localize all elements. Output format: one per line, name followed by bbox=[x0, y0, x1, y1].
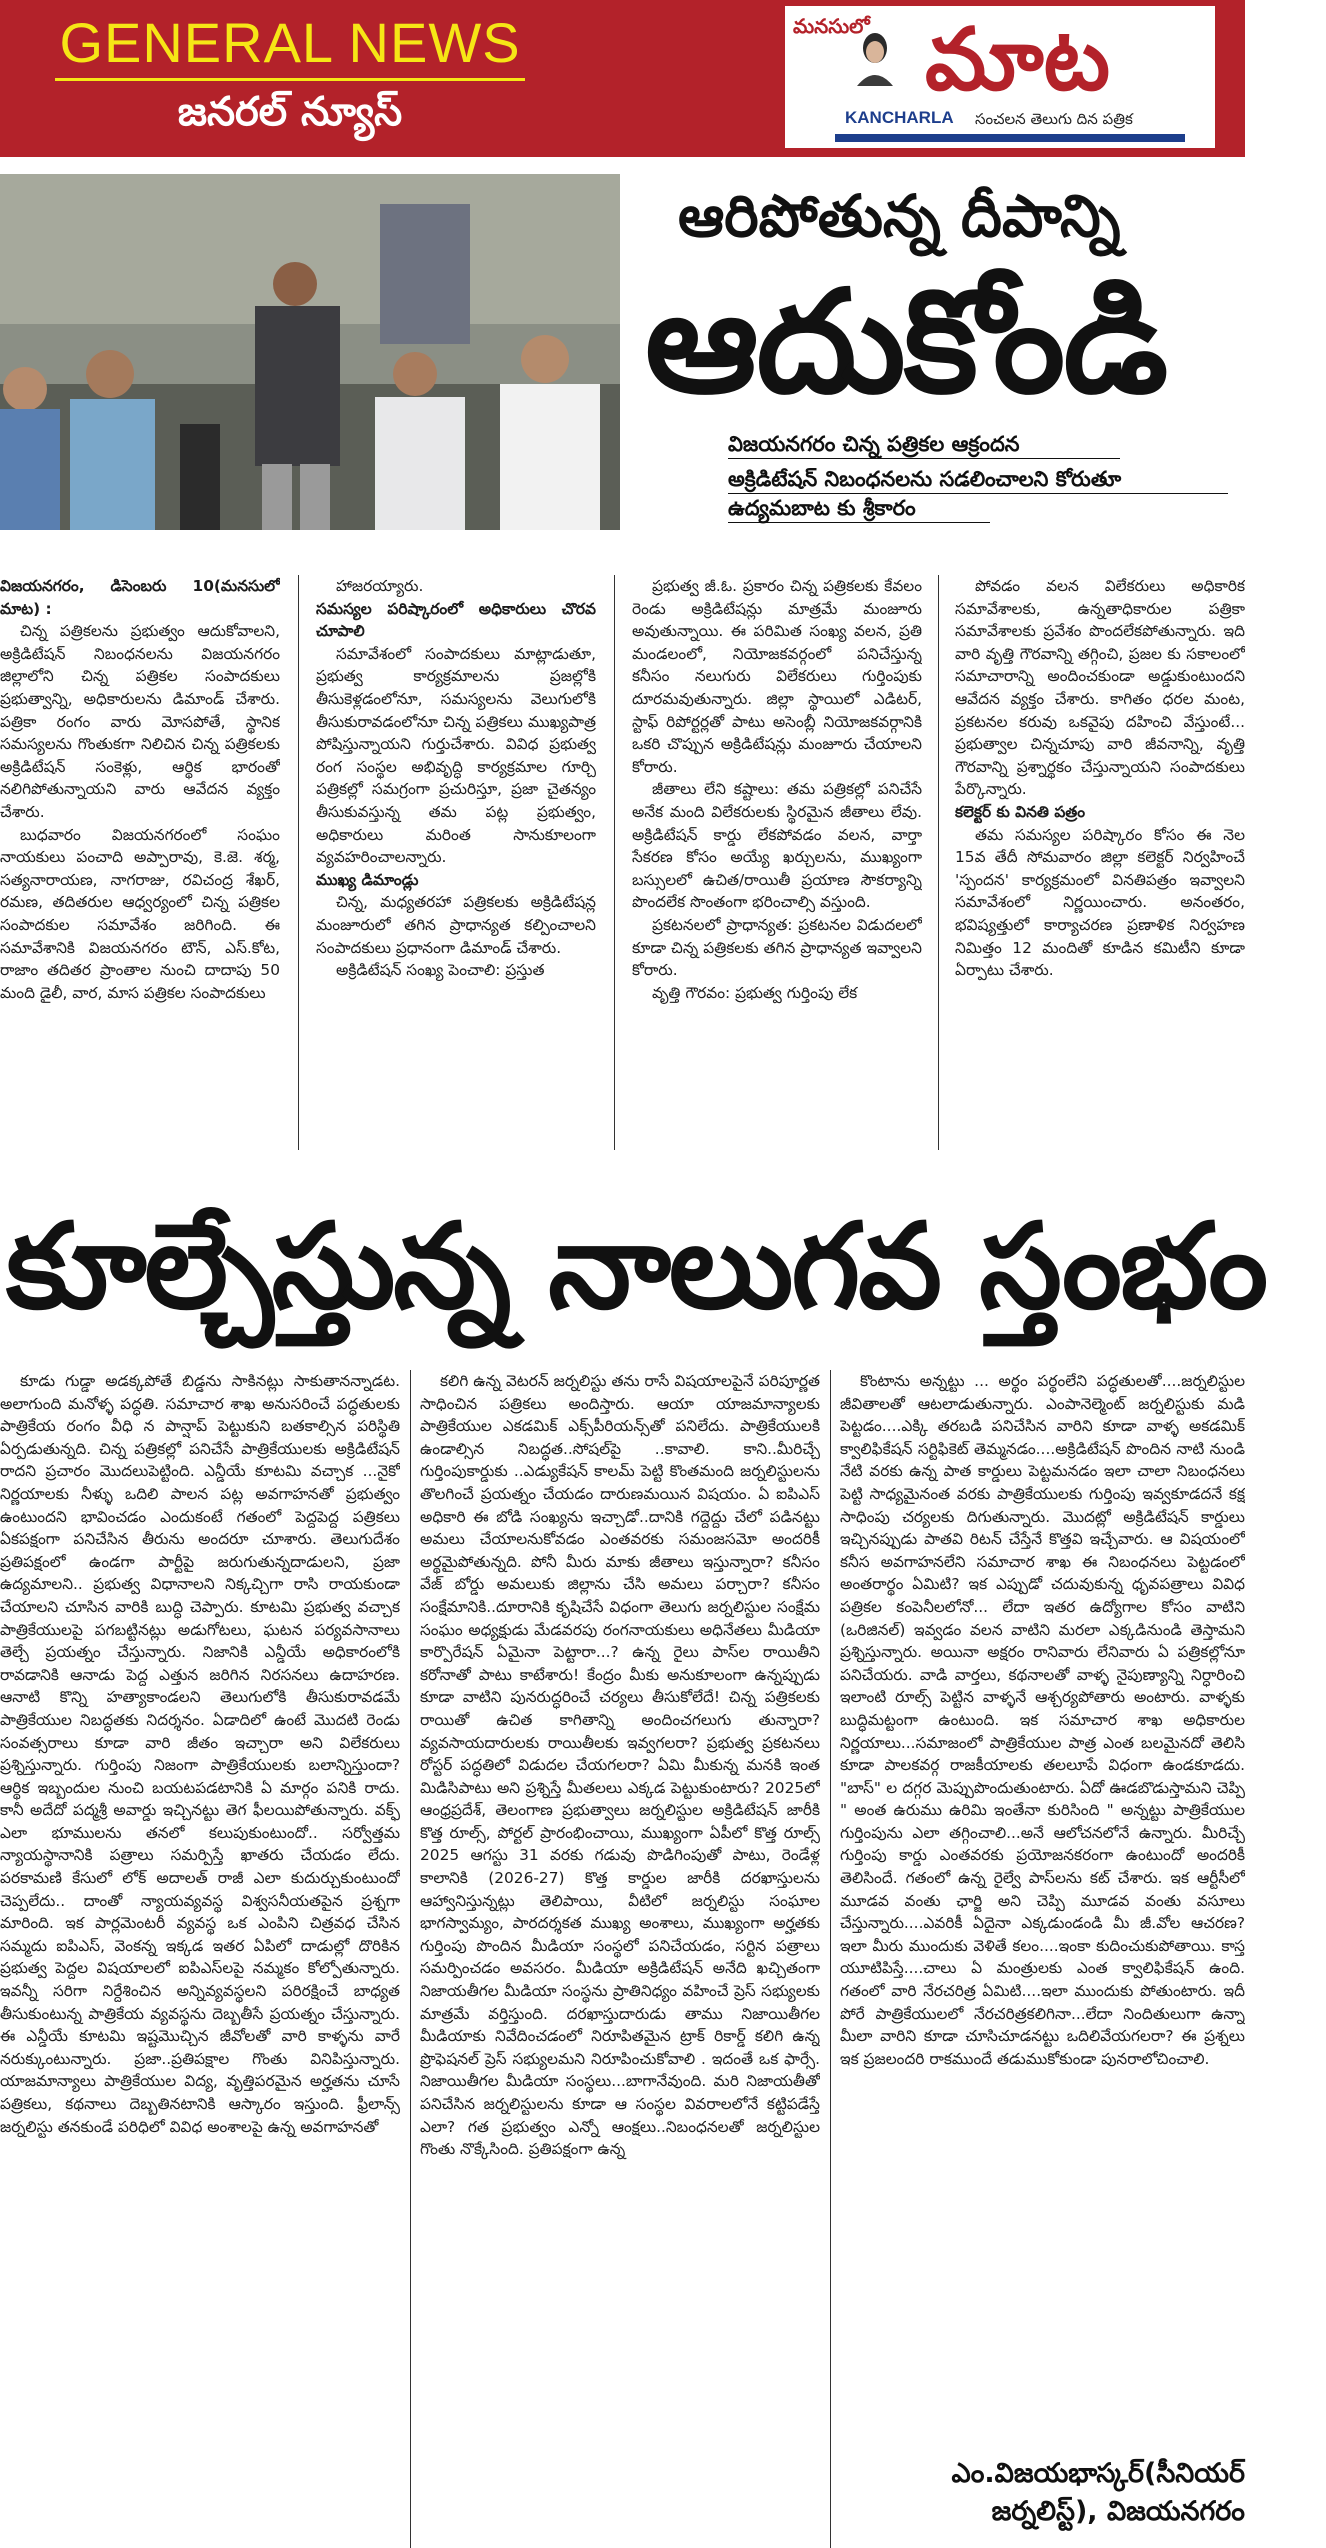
column-divider bbox=[614, 575, 615, 1150]
byline-name: ఎం.విజయభాస్కర్(సీనియర్ bbox=[951, 2458, 1245, 2489]
banner-divider bbox=[55, 78, 525, 81]
story2-column-2 bbox=[420, 1370, 820, 2548]
story1-paragraph: ప్రభుత్వ జీ.ఓ. ప్రకారం చిన్న పత్రికలకు కేవలం రెండు అక్రిడిటేషన్లు మాత్రమే మంజూరు అవుతున్నాయి. ఈ పరిమిత సంఖ్య వలన, ప్రతి మండలంలో, నియోజకవర్గంలో పనిచేస్తున్న కనీసం నలుగురు విలేకరులు గుర్తింపుకు దూరమవుతున్నారు. జిల్లా స్థాయిలో ఎడిటర్, స్టాఫ్ రిపోర్టర్లతో పాటు అసెంబ్లీ నియోజకవర్గానికి ఒకరి చొప్పున అక్రిడిటేషన్లు మంజూరు చేయాలని కోరారు. bbox=[632, 577, 922, 776]
story1-subheading: కలెక్టర్ కు వినతి పత్రం bbox=[955, 802, 1086, 821]
story1-column-1 bbox=[0, 575, 280, 1155]
story1-subheading: ముఖ్య డిమాండ్లు bbox=[316, 870, 419, 889]
story1-paragraph: బుధవారం విజయనగరంలో సంఘం నాయకులు పంచాది అప్పారావు, కె.జె. శర్మ, సత్యనారాయణ, నాగరాజు, రవిచంద్ర శేఖర్, రమణ, తదితరుల ఆధ్వర్యంలో చిన్న పత్రికల సంపాదకుల సమావేశం జరిగింది. ఈ సమావేశానికి విజయనగరం టౌన్, ఎస్.కోట, రాజాం తదితర ప్రాంతాల నుంచి దాదాపు 50 మంది డైలీ, వార, మాస పత్రికల సంపాదకులు bbox=[0, 825, 280, 1002]
column-divider bbox=[298, 575, 299, 1150]
story2-headline: కూల్చేస్తున్న నాలుగవ స్తంభం bbox=[6, 1197, 1267, 1335]
story1-body bbox=[0, 575, 1248, 1155]
newspaper-logo bbox=[785, 6, 1215, 148]
founder-portrait-icon bbox=[853, 30, 897, 86]
story1-dateline: విజయనగరం, డిసెంబరు 10(మనసులో మాట) : bbox=[0, 577, 280, 618]
story1-subheading: సమస్యల పరిష్కారంలో అధికారులు చొరవ చూపాలి bbox=[316, 599, 596, 641]
meeting-photo-illustration bbox=[0, 174, 620, 530]
story1-paragraph: హాజరయ్యారు. bbox=[336, 577, 424, 595]
column-divider bbox=[830, 1370, 831, 2548]
story2-column-1 bbox=[0, 1370, 400, 2548]
logo-underline-strip bbox=[835, 134, 1185, 142]
section-banner bbox=[40, 10, 540, 137]
story1-column-4 bbox=[955, 575, 1245, 1155]
story1-paragraph: సమావేశంలో సంపాదకులు మాట్లాడుతూ, ప్రభుత్వ కార్యక్రమాలను ప్రజల్లోకి తీసుకెళ్లడంలోనూ, సమస్యలను వెలుగులోకి తీసుకురావడంలోనూ చిన్న పత్రికలు ముఖ్యపాత్ర పోషిస్తున్నాయని గుర్తుచేశారు. వివిధ ప్రభుత్వ రంగ సంస్థల అభివృద్ధి కార్యక్రమాల గూర్చి పత్రికల్లో సమగ్రంగా ప్రచురిస్తూ, ప్రజా చైతన్యం తీసుకువస్తున్న తమ పట్ల ప్రభుత్వం, అధికారులు మరింత సానుకూలంగా వ్యవహరించాలన్నారు. bbox=[316, 644, 596, 867]
meeting-photo bbox=[0, 174, 620, 530]
story1-column-2 bbox=[316, 575, 596, 1155]
story1-paragraph: జీతాలు లేని కష్టాలు: తమ పత్రికల్లో పనిచేసే అనేక మంది విలేకరులకు స్థిరమైన జీతాలు లేవు. అక్రిడిటేషన్ కార్డు లేకపోవడం వలన, వార్తా సేకరణ కోసం అయ్యే ఖర్చులను, ముఖ్యంగా బస్సులలో ఉచిత/రాయితీ ప్రయాణ సౌకర్యాన్ని పొందలేక సొంతంగా భరించాల్సి వస్తుంది. bbox=[632, 780, 922, 912]
story1-paragraph: చిన్న, మధ్యతరహా పత్రికలకు అక్రిడిటేషన్ల మంజూరులో తగిన ప్రాధాన్యత కల్పించాలని సంపాదకులు ప్రధానంగా డిమాండ్ చేశారు. bbox=[316, 893, 596, 957]
section-title-en: GENERAL NEWS bbox=[59, 11, 521, 74]
column-divider bbox=[938, 575, 939, 1150]
story2-paragraph: కలిగి ఉన్న వెటరన్ జర్నలిస్టు తను రాసే విషయాలపైనే పరిపూర్ణత సాధించిన పత్రికలు అందిస్తారు. ఆయా యాజమాన్యాలకు పాత్రికేయుల ఎకడమిక్ ఎక్స్‌పీరియన్స్‌తో పనిలేదు. పాత్రికేయులకి ఉండాల్సిన నిబద్ధత..సోషల్‌పై ..కావాలి. కాని..మీరిచ్చే గుర్తింపుకార్డుకు ..ఎడ్యుకేషన్ కాలమ్ పెట్టి కొంతమంది జర్నలిస్టులను తొలగించే ప్రయత్నం చేయడం దారుణమయిన విషయం. ఏ ఐపిఎస్ అధికారి ఈ బోడి సంఖ్యను ఇచ్చాడో..దానికి గద్దెద్దు చేలో పడినట్టు అమలు చేయాలనుకోవడం ఎంతవరకు సమంజసమో అందరికీ అర్థమైపోతున్నది. పోనీ మీరు మాకు జీతాలు ఇస్తున్నారా? కనీసం వేజ్ బోర్డు అమలుకు జిల్లాను చేసి అమలు పర్చారా? కనీసం సంక్షేమానికి..దూరానికి కృషిచేసే విధంగా తెలుగు జర్నలిస్టుల సంక్షేమ సంఘం అధ్యక్షుడు మేడవరపు రంగనాయకులు అధినేతలు మీడియా కార్పొరేషన్ ఏమైనా పెట్టారా...? ఉన్న రైలు పాస్‌ల రాయితీని కరోనాతో పాటు కాటేశారు! కేంద్రం మీకు అనుకూలంగా ఉన్నప్పుడు కూడా వాటిని పునరుద్ధరించే చర్యలు తీసుకోలేదే! చిన్న పత్రికలకు రాయితో ఉచిత కాగితాన్ని అందించగలుగు తున్నారా? వ్యవసాయదారులకు రాయితీలకు ఇవ్వగలరా? ప్రభుత్వ ప్రకటనలు రోస్టర్ పద్ధతిలో విడుదల చేయగలరా? ఏమి మీకున్న మనకి ఇంత మిడిసిపాటు అని ప్రశ్నిస్తే మీతలలు ఎక్కడ పెట్టుకుంటారు? 2025లో ఆంధ్రప్రదేశ్, తెలంగాణ ప్రభుత్వాలు జర్నలిస్టుల అక్రిడిటేషన్ జారీకి కొత్త రూల్స్, పోర్టల్ ప్రారంభించాయి, ముఖ్యంగా ఏపీలో కొత్త రూల్స్ 2025 ఆగస్టు 31 వరకు గడువు పొడిగింపుతో పాటు, రెండేళ్ల కాలానికి (2026-27) కొత్త కార్డుల జారీకి దరఖాస్తులను ఆహ్వానిస్తున్నట్లు తెలిపాయి, వీటిలో జర్నలిస్టు సంఘాల భాగస్వామ్యం, పారదర్శకత ముఖ్య అంశాలు, ముఖ్యంగా అర్హతకు గుర్తింపు పొందిన మీడియా సంస్థలో పనిచేయడం, సర్టిన పత్రాలు సమర్పించడం అవసరం. మీడియా అక్రిడిటేషన్ అనేది ఖచ్చితంగా నిజాయతీగల మీడియా సంస్థను ప్రాతినిధ్యం వహించే ప్రెస్ సభ్యులకు మాత్రమే వర్తిస్తుంది. దరఖాస్తుదారుడు తాము నిజాయితీగల మీడియాకు నివేదించడంలో నిరూపితమైన ట్రాక్ రికార్డ్ కలిగి ఉన్న ప్రొఫెషనల్ ప్రెస్ సభ్యులమని నిరూపించుకోవాలి . ఇదంతే ఒక ఫార్సే. నిజాయితీగల మీడియా సంస్థలు...బాగానేవుంది. మరి నిజాయతీతో పనిచేసిన జర్నలిస్టులను కూడా ఆ సంస్థల వివరాలలోనే కట్టిపడేస్తే ఎలా? గత ప్రభుత్వం ఎన్నో ఆంక్షలు..నిబంధనలతో జర్నలిస్టుల గొంతు నొక్కేసింది. ప్రతిపక్షంగా ఉన్న bbox=[420, 1372, 820, 2159]
story2-byline bbox=[935, 2455, 1245, 2531]
story1-deck bbox=[728, 430, 1228, 523]
byline-place: జర్నలిస్ట్), విజయనగరం bbox=[991, 2496, 1245, 2527]
story1-deck-line3: ఉద్యమబాట కు శ్రీకారం bbox=[728, 494, 990, 523]
masthead bbox=[0, 0, 1245, 157]
story2-paragraph: కొంటాను అన్నట్టు ... అర్థం పర్థంలేని పద్ధతులతో....జర్నలిస్టుల జీవితాలతో ఆటలాడుతున్నారు. ఎంపానెల్మెంట్ జర్నలిస్టుకు మడి పెట్టడం....ఎక్కి తరబడి పనిచేసిన వారిని కూడా వాళ్ళ అకడమిక్ క్వాలిఫికేషన్ సర్టిఫికెట్ తెమ్మనడం....అక్రిడిటేషన్ పొందిన నాటి నుండి నేటి వరకు ఉన్న పాత కార్డులు పెట్టమనడం ఇలా చాలా నిబంధనలు పెట్టి సాధ్యమైనంత వరకు పాత్రికేయులకు గుర్తింపు ఇవ్వకూడదనే కక్ష సాధింపు చర్యలకు దిగుతున్నారు. మొదట్లో అక్రిడిటేషన్ కార్డులు ఇచ్చినప్పుడు పాతవి రిటన్ చేస్తేనే కొత్తవి ఇచ్చేవారు. ఆ విషయంలో కనీస అవగాహనలేని సమాచార శాఖ ఈ నిబంధనలు పెట్టడంలో అంతరార్థం ఏమిటి? ఇక ఎప్పుడో చదువుకున్న ధృవపత్రాలు వివిధ పత్రికల కంపెనీలలోనో... లేదా ఇతర ఉద్యోగాల కోసం వాటిని (ఒరిజినల్) ఇవ్వడం వలన వాటిని మరలా ఎక్కడినుండి తెస్తామని ప్రశ్నిస్తున్నారు. అయినా అక్షరం రానివారు లేనివారు ఏ పత్రికల్లోనూ పనిచేయరు. వాడి వార్తలు, కథనాలతో వాళ్ళ నైపుణ్యాన్ని నిర్ధారించి ఇలాంటి రూల్స్ పెట్టిన వాళ్ళనే ఆశ్చర్యపోతారు అంటారు. వాళ్ళకు బుద్ధిమట్టంగా ఉంటుంది. ఇక సమాచార శాఖ అధికారుల నిర్ణయాలు...సమాజంలో పాత్రికేయుల పాత్ర ఎంత బలమైనదో తెలిసి కూడా పాలకవర్గ రాజకీయాలకు తలలూపే విధంగా ఉండకూడదు. "బాస్" ల దగ్గర మెప్పుపొందుతుంటారు. ఏదో ఊడబొడుస్తామని చెప్పి " అంత ఉరుము ఉరిమి ఇంతేనా కురిసింది " అన్నట్టు పాత్రికేయుల గుర్తింపును ఎలా తగ్గించాలి...అనే ఆలోచనలోనే ఉన్నారు. మీరిచ్చే గుర్తింపు కార్డు ఎంతవరకు ప్రయోజనకరంగా ఉంటుందో అందరికీ తెలిసిందే. గతంలో ఉన్న రైల్వే పాస్‌లను కట్ చేశారు. ఇక ఆర్టీసీలో మూడవ వంతు ఛార్జి అని చెప్పి మూడవ వంతు వసూలు చేస్తున్నారు....ఎవరికీ ఏదైనా ఎక్కడుండండి మీ జీ.వోల ఆచరణ? ఇలా మీరు ముందుకు వెళితే కలం....ఇంకా కుదించుకుపోతాయి. కాస్త యూటిపిస్తే....చాలు ఏ మంత్రులకు ఎంత క్వాలిఫికేషన్ ఉంది. గతంలో వారి నేరచరిత్ర ఏమిటి....ఇలా ముందుకు పోతుంటారు. ఇదీ పోరే పాత్రికేయులలో నేరచరిత్రకలిగినా...లేదా నిందితులుగా ఉన్నా మీలా వారిని కూడా చూసిచూడనట్టు ఒదిలివేయగలరా? ఈ ప్రశ్నలు ఇక ప్రజలందరి రాకముందే తడుముకోకుండా పునరాలోచించాలి. bbox=[840, 1372, 1245, 2068]
story1-paragraph: పోవడం వలన విలేకరులు అధికారిక సమావేశాలకు, ఉన్నతాధికారుల పత్రికా సమావేశాలకు ప్రవేశం పొందలేకపోతున్నారు. ఇది వారి వృత్తి గౌరవాన్ని తగ్గించి, ప్రజల కు సకాలంలో సమాచారాన్ని అందించకుండా అడ్డుకుంటుందని ఆవేదన వ్యక్తం చేశారు. కాగితం ధరల మంట, ప్రకటనల కరువు ఒకవైపు దహించి వేస్తుంటే... ప్రభుత్వాల చిన్నచూపు వారి జీవనాన్ని, వృత్తి గౌరవాన్ని ప్రశ్నార్థకం చేస్తున్నాయని సంపాదకులు పేర్కొన్నారు. bbox=[955, 577, 1245, 799]
story1-headline: ఆదుకోండి bbox=[645, 260, 1167, 425]
story2-column-3 bbox=[840, 1370, 1245, 2270]
logo-wordmark: మాట bbox=[925, 10, 1110, 110]
section-title-te: జనరల్ న్యూస్ bbox=[177, 89, 403, 135]
story1-paragraph: చిన్న పత్రికలను ప్రభుత్వం ఆదుకోవాలని, అక్రిడిటేషన్ నిబంధనలను విజయనగరం జిల్లాలోని చిన్న పత్రికల సంపాదకులు ప్రభుత్వాన్ని, అధికారులను డిమాండ్ చేశారు. పత్రికా రంగం వారు మోసపోతే, స్థానిక సమస్యలను గొంతుకగా నిలిచిన చిన్న పత్రికలకు అక్రిడిటేషన్ సంకెళ్లు, ఆర్థిక భారంతో నలిగిపోతున్నాయని వారు ఆవేదన వ్యక్తం చేశారు. bbox=[0, 622, 280, 821]
story2-body bbox=[0, 1370, 1250, 2548]
logo-brand-name: KANCHARLA bbox=[845, 108, 954, 127]
story1-paragraph: ప్రకటనలలో ప్రాధాన్యత: ప్రకటనల విడుదలలో కూడా చిన్న పత్రికలకు తగిన ప్రాధాన్యత ఇవ్వాలని కోరారు. bbox=[632, 915, 922, 980]
story1-paragraph: వృత్తి గౌరవం: ప్రభుత్వ గుర్తింపు లేక bbox=[652, 983, 858, 1002]
story1-paragraph: తమ సమస్యల పరిష్కారం కోసం ఈ నెల 15వ తేదీ సోమవారం జిల్లా కలెక్టర్ నిర్వహించే 'స్పందన' కార్యక్రమంలో వినతిపత్రం ఇవ్వాలని సమావేశంలో నిర్ణయించారు. అనంతరం, భవిష్యత్తులో కార్యాచరణ ప్రణాళిక నిర్వహణ నిమిత్తం 12 మందితో కూడిన కమిటీని కూడా ఏర్పాటు చేశారు. bbox=[955, 825, 1245, 980]
logo-tagline: సంచలన తెలుగు దిన పత్రిక bbox=[975, 110, 1133, 128]
column-divider bbox=[410, 1370, 411, 2548]
story1-paragraph: అక్రిడిటేషన్ సంఖ్య పెంచాలి: ప్రస్తుత bbox=[336, 961, 545, 980]
story1-deck-line1: విజయనగరం చిన్న పత్రికల ఆక్రందన bbox=[728, 430, 1120, 459]
story1-deck-line2: అక్రిడిటేషన్ నిబంధనలను సడలించాలని కోరుతూ bbox=[728, 465, 1228, 494]
story2-paragraph: కూడు గుడ్డా అడక్కపోతే బిడ్డను సాకినట్లు సాకుతానన్నాడట. అలాగుంది మనోళ్ళ పద్ధతి. సమాచార శాఖ అనుసరించే పద్ధతులకు పాత్రికేయ రంగం వీధి న పాన్షాప్ పెట్టుకుని బతకాల్సిన పరిస్థితి ఏర్పడుతున్నది. చిన్న పత్రికల్లో పనిచేసే పాత్రికేయులకు అక్రిడిటేషన్ రాదని ప్రచారం మొదలుపెట్టింది. ఎన్డీయే కూటమి వచ్చాక ...నైకో నిర్ణయాలకు నీళ్ళు ఒదిలి పాలన పట్ల అవగాహనతో ప్రభుత్వం ఉంటుందని భావించడం ఎందుకంటే గతంలో పెద్దపెద్ద పత్రికలు ఏకపక్షంగా పనిచేసిన తీరును అందరూ చూశారు. తెలుగుదేశం ప్రతిపక్షంలో ఉండగా పార్టీపై జరుగుతున్నదాడులని, ప్రజా ఉద్యమాలని.. ప్రభుత్వ విధానాలని నిక్కచ్చిగా రాసి రాయకుండా చేయాలని చూసిన వారికి బుద్ధి చెప్పారు. కూటమి ప్రభుత్వ వచ్చాక పాత్రికేయులపై పగబట్టినట్లు అడుగోటలు, ఘటన పర్యవసానాలు తెల్చే ప్రయత్నం చేస్తున్నారు. నిజానికి ఎన్డీయే అధికారంలోకి రావడానికి ఆనాడు పెద్ద ఎత్తున జరిగిన నిరసనలు ఉదాహరణ. ఆనాటి కొన్ని హత్యాకాండలని తెలుగులోకి తీసుకురావడమే పాత్రికేయుల నిబద్ధతకు నిదర్శనం. ఏడాదిలో ఉంటే మొదటి రెండు సంవత్సరాలు కూడా వారి జీతం ఇచ్చారా అని విలేకరులు ప్రశ్నిస్తున్నారు. గుర్తింపు నిజంగా పాత్రికేయులకు బలాన్నిస్తుందా? ఆర్థిక ఇబ్బందుల నుంచి బయటపడటానికి ఏ మార్గం పనికి రాదు. కానీ అదేదో పద్మశ్రీ అవార్డు ఇచ్చినట్టు తెగ ఫీలయిపోతున్నారు. వక్ఫ్ ఎలా భూములను తనలో కలుపుకుంటుందో.. సర్వోత్తమ న్యాయస్థానానికి పత్రాలు సమర్పిస్తే ఖాతరు చేయడం లేదు. పరకామణి కేసులో లోక్ అదాలత్ రాజీ ఎలా కుదుర్చుకుంటుందో చెప్పలేదు.. దాంతో న్యాయవ్యవస్థ విశ్వసనీయతపైన ప్రశ్నగా మారింది. ఇక పార్లమెంటరీ వ్యవస్థ ఒక ఎంపిని చిత్రవధ చేసిన సమ్మదు ఐపిఎస్, వెంకన్న ఇక్కడ ఇతర ఏపిలో దాడుల్లో దొరికిన ప్రభుత్వ పెద్దల విషయాలలో ఐపిఎస్‌లపై నమ్మకం కోల్పోతున్నారు. ఇవన్నీ సరిగా నిర్దేశించిన అన్నివ్యవస్థలని పరిరక్షించే బాధ్యత తీసుకుంటున్న పాత్రికేయ వ్యవస్థను దెబ్బతీసే ప్రయత్నం చేస్తున్నారు. ఈ ఎన్డీయే కూటమి ఇష్టమొచ్చిన జీవోలతో వారి కాళ్ళను వారే నరుక్కుంటున్నారు. ప్రజా..ప్రతిపక్షాల గొంతు వినిపిస్తున్నారు. యాజమాన్యాలు పాత్రికేయుల విద్య, వృత్తిపరమైన అర్హతను చూసే పత్రికలు, కథనాలు దెబ్బతినటానికి ఆస్కారం ఇస్తుంది. ఫ్రీలాన్స్ జర్నలిస్టు తనకుండే పరిధిలో వివిధ అంశాలపై ఉన్న అవగాహనతో bbox=[0, 1372, 400, 2136]
story1-column-3 bbox=[632, 575, 922, 1155]
logo-small-text: మనసులో bbox=[793, 14, 870, 38]
story1-kicker: ఆరిపోతున్న దీపాన్ని bbox=[678, 182, 1121, 250]
